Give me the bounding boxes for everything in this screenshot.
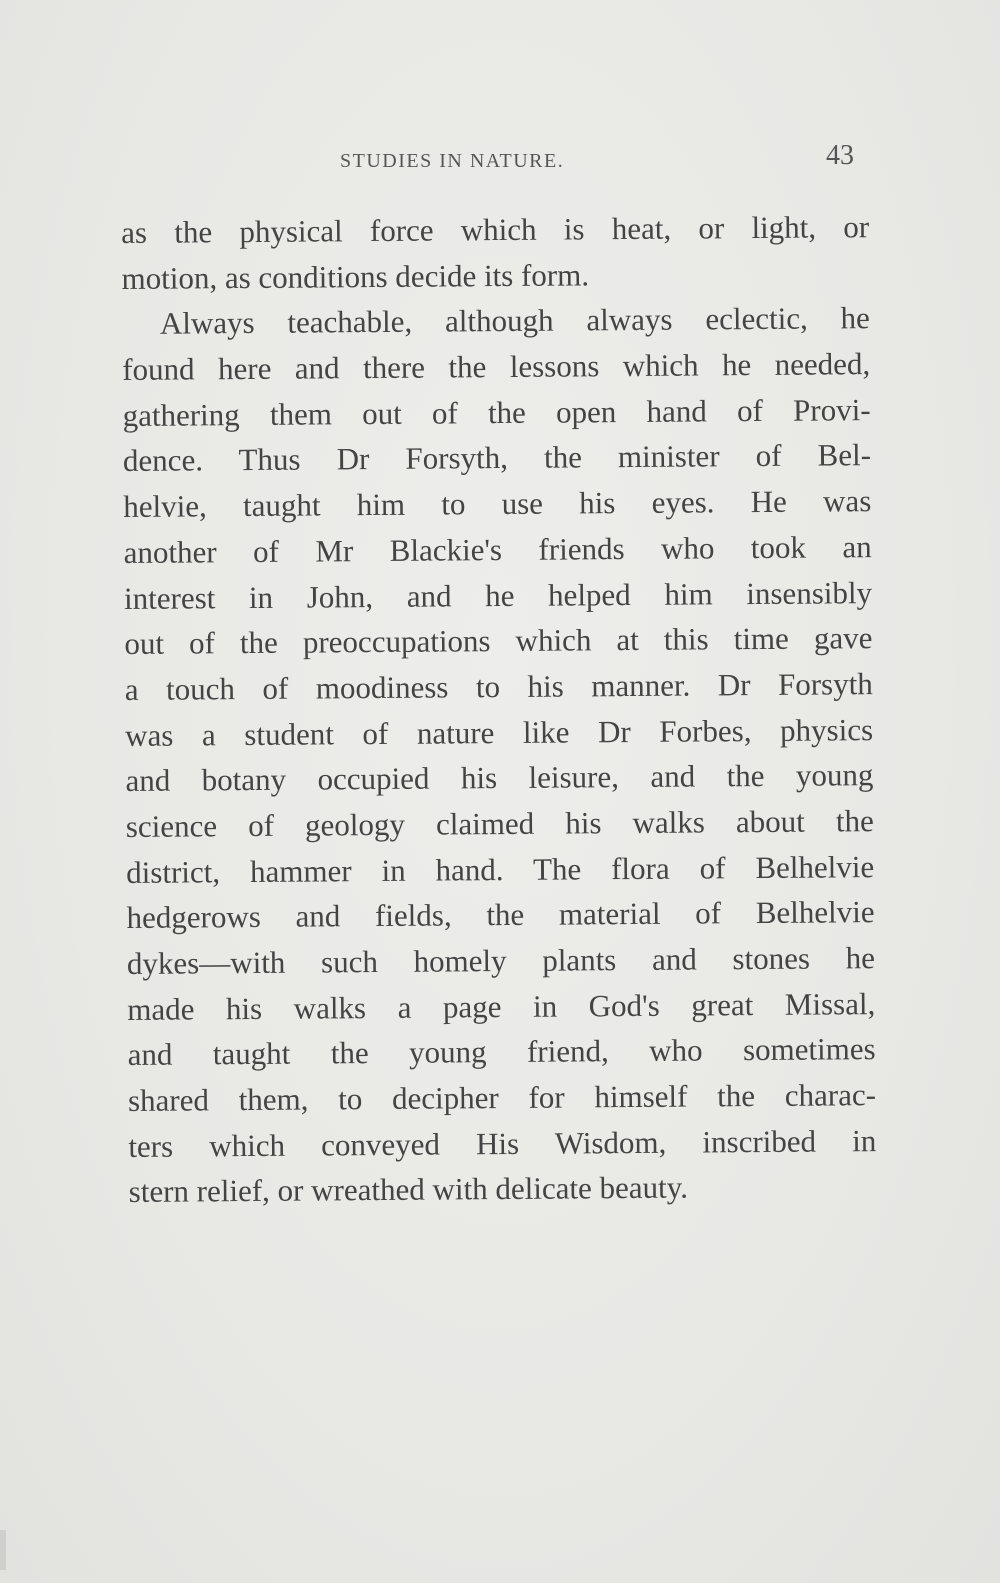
text-line: as the physical force which is heat, or light, or [121,209,870,250]
text-line: found here and there the lessons which he needed, [122,346,871,388]
text-line: district, hammer in hand. The flora of Belhelvie [126,848,875,890]
text-line: interest in John, and he helped him insensibly [123,574,873,616]
running-head: STUDIES IN NATURE. [340,150,565,172]
text-line: made his walks a page in God's great Missal, [127,985,876,1027]
text-line: was a student of nature like Dr Forbes, physics [124,711,874,753]
text-line: a touch of moodiness to his manner. Dr Forsyth [124,665,873,707]
text-line: motion, as conditions decide its form. [121,257,590,296]
text-line: and taught the young friend, who sometimes [127,1031,876,1073]
text-line: helvie, taught him to use his eyes. He was [123,483,872,525]
text-line: out of the preoccupations which at this time gave [124,620,873,662]
text-line: and botany occupied his leisure, and the young [125,757,874,799]
text-line: shared them, to decipher for himself the charac- [127,1077,877,1119]
page-edge-mark [0,1530,6,1570]
text-line: gathering them out of the open hand of Provi- [122,391,871,433]
text-line: Always teachable, although always eclectic, he [159,300,871,342]
text-line: ters which conveyed His Wisdom, inscribed in [128,1122,877,1164]
text-line: stern relief, or wreathed with delicate beauty. [128,1170,689,1210]
text-line: dence. Thus Dr Forsyth, the minister of Bel- [122,437,872,479]
text-line: dykes—with such homely plants and stones he [126,940,876,981]
text-line: hedgerows and fields, the material of Belhelvie [126,894,875,936]
text-line: another of Mr Blackie's friends who took an [123,528,872,570]
page-number: 43 [826,140,854,171]
body-text [121,204,877,1215]
text-line: science of geology claimed his walks about the [125,803,874,844]
